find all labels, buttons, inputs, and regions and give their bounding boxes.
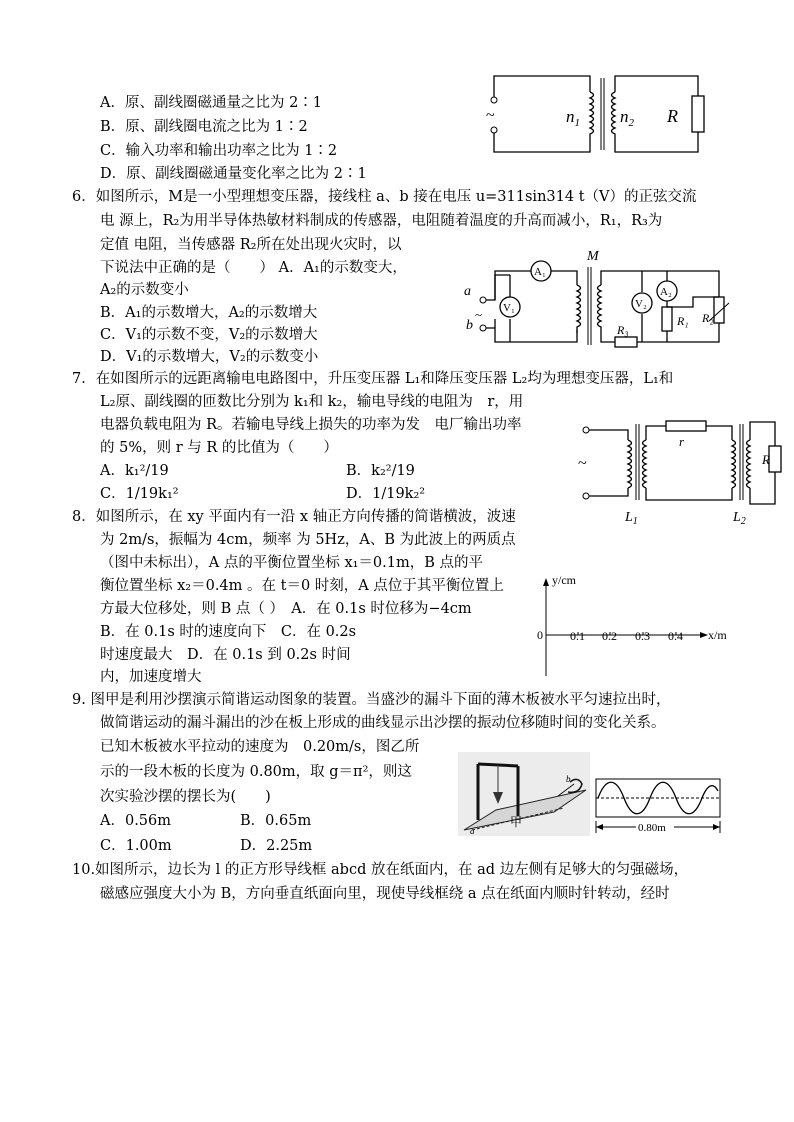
q5-transformer-figure xyxy=(480,70,720,160)
q7-option-a: A．k₁²/19 xyxy=(100,463,169,479)
q7-load-r-label: R xyxy=(762,452,770,467)
q9-a-label: a xyxy=(470,826,475,836)
q6-line-1: 6．如图所示，M是一小型理想变压器，接线柱 a、b 接在电压 u=311sin314 t（V）的正弦交流 xyxy=(72,189,697,205)
q6-a-label: a xyxy=(464,284,471,299)
q8-line-2: 为 2m/s，振幅为 4cm，频率 为 5Hz，A、B 为此波上的两质点 xyxy=(100,532,516,548)
q7-option-c: C．1/19k₁² xyxy=(100,486,179,502)
q9-sand-trace-figure xyxy=(594,777,724,837)
q8-tick-3: 0.3 xyxy=(635,629,650,643)
q10-line-2: 磁感应强度大小为 B，方向垂直纸面向里，现使导线框绕 a 点在纸面内顺时针转动，经时 xyxy=(100,886,670,902)
q9-option-c: C．1.00m xyxy=(100,838,172,854)
q6-line-5: A₂的示数变小 xyxy=(100,282,189,298)
q5-n1-label: $n_1$ xyxy=(566,107,580,129)
q8-line-1: 8．如图所示，在 xy 平面内有一沿 x 轴正方向传播的简谐横波，波速 xyxy=(72,509,516,525)
q8-line-5: 方最大位移处，则 B 点（ ） A．在 0.1s 时位移为−4cm xyxy=(100,601,472,617)
q6-line-4: 下说法中正确的是（ ） A．A₁的示数变大， xyxy=(100,260,407,276)
q8-line-6: B．在 0.1s 时的速度向下 C．在 0.2s xyxy=(100,624,357,640)
q9-line-1: 9. 图甲是利用沙摆演示简谐运动图象的装置。当盛沙的漏斗下面的薄木板被水平匀速拉出时， xyxy=(72,692,671,708)
q9-line-4: 示的一段木板的长度为 0.80m，取 g＝π²，则这 xyxy=(100,764,412,780)
q9-apparatus-figure xyxy=(458,752,590,836)
q7-option-b: B．k₂²/19 xyxy=(346,463,415,479)
q8-x-axis-label: x/m xyxy=(708,628,727,642)
q7-r-label: r xyxy=(679,434,685,449)
q7-l2-label: $L_2$ xyxy=(733,510,746,527)
q8-axes-figure xyxy=(530,568,740,680)
q8-line-3: （图中未标出），A 点的平衡位置坐标 x₁＝0.1m，B 点的平 xyxy=(100,555,484,571)
q7-option-d: D．1/19k₂² xyxy=(346,486,426,502)
q5-option-c: C．输入功率和输出功率之比为 1∶2 xyxy=(100,143,338,159)
q6-option-d: D．V₁的示数增大，V₂的示数变小 xyxy=(100,349,319,365)
q5-option-b: B．原、副线圈电流之比为 1∶2 xyxy=(100,119,308,135)
q9-b-label: b xyxy=(566,774,571,784)
q7-line-1: 7．在如图所示的远距离输电电路图中，升压变压器 L₁和降压变压器 L₂均为理想变压器，L₁和 xyxy=(72,371,674,387)
q6-b-label: b xyxy=(466,318,473,333)
q5-n2-label: $n_2$ xyxy=(620,107,634,129)
svg-text:V₁: V₁ xyxy=(503,302,515,314)
svg-text:A₁: A₁ xyxy=(534,266,546,278)
q5-ac-symbol: ~ xyxy=(486,107,495,124)
q8-tick-2: 0.2 xyxy=(602,629,617,643)
q7-line-3: 电器负载电阻为 R。若输电导线上损失的功率为发 电厂输出功率 xyxy=(100,417,522,433)
q10-line-1: 10.如图所示，边长为 l 的正方形导线框 abcd 放在纸面内，在 ad 边左侧有足够大的匀强磁场， xyxy=(72,862,689,878)
q9-jia-label: 甲 xyxy=(510,815,523,829)
q9-line-5: 次实验沙摆的摆长为( ) xyxy=(100,789,271,805)
q8-line-8: 内，加速度增大 xyxy=(100,669,202,685)
q7-ac-symbol: ~ xyxy=(578,455,587,472)
q7-l1-label: $L_1$ xyxy=(625,510,638,527)
q7-line-4: 的 5%，则 r 与 R 的比值为（ ） xyxy=(100,440,338,456)
q6-m-label: M xyxy=(587,249,599,264)
q6-line-3: 定值 电阻，当传感器 R₂所在处出现火灾时，以 xyxy=(100,237,402,253)
q6-line-2: 电 源上，R₂为用半导体热敏材料制成的传感器，电阻随着温度的升高而减小，R₁，R₃为 xyxy=(100,213,663,229)
q9-length-label: 0.80m xyxy=(638,822,666,834)
q8-line-4: 衡位置坐标 x₂＝0.4m 。在 t＝0 时刻，A 点位于其平衡位置上 xyxy=(100,578,504,594)
q6-ac-symbol: ~ xyxy=(475,307,483,322)
q9-option-b: B．0.65m xyxy=(240,813,312,829)
q8-tick-4: 0.4 xyxy=(668,629,683,643)
q5-option-a: A．原、副线圈磁通量之比为 2∶1 xyxy=(100,95,323,111)
q6-r2-label: R₂ xyxy=(702,311,714,325)
q8-origin-label: 0 xyxy=(537,628,543,642)
q9-line-2: 做简谐运动的漏斗漏出的沙在板上形成的曲线显示出沙摆的振动位移随时间的变化关系。 xyxy=(100,715,666,731)
q8-y-axis-label: y/cm xyxy=(552,573,576,587)
q7-line-2: L₂原、副线圈的匝数比分别为 k₁和 k₂，输电导线的电阻为 r，用 xyxy=(100,394,524,410)
q6-option-b: B．A₁的示数增大，A₂的示数增大 xyxy=(100,305,318,321)
q6-r3-label: R₃ xyxy=(617,323,629,337)
q6-r1-label: R₁ xyxy=(677,314,689,328)
q5-r-label: R xyxy=(667,106,678,126)
svg-text:V₂: V₂ xyxy=(635,298,647,310)
q9-line-3: 已知木板被水平拉动的速度为 0.20m/s，图乙所 xyxy=(100,739,420,755)
q9-option-a: A．0.56m xyxy=(100,813,172,829)
q8-line-7: 时速度最大 D．在 0.1s 到 0.2s 时间 xyxy=(100,647,351,663)
q6-circuit-figure xyxy=(455,245,735,355)
q9-option-d: D．2.25m xyxy=(240,838,313,854)
q7-transmission-figure xyxy=(570,408,785,526)
q5-option-d: D．原、副线圈磁通量变化率之比为 2∶1 xyxy=(100,166,367,182)
q6-option-c: C．V₁的示数不变，V₂的示数增大 xyxy=(100,327,318,343)
svg-text:A₂: A₂ xyxy=(660,286,672,298)
q8-tick-1: 0.1 xyxy=(570,629,585,643)
